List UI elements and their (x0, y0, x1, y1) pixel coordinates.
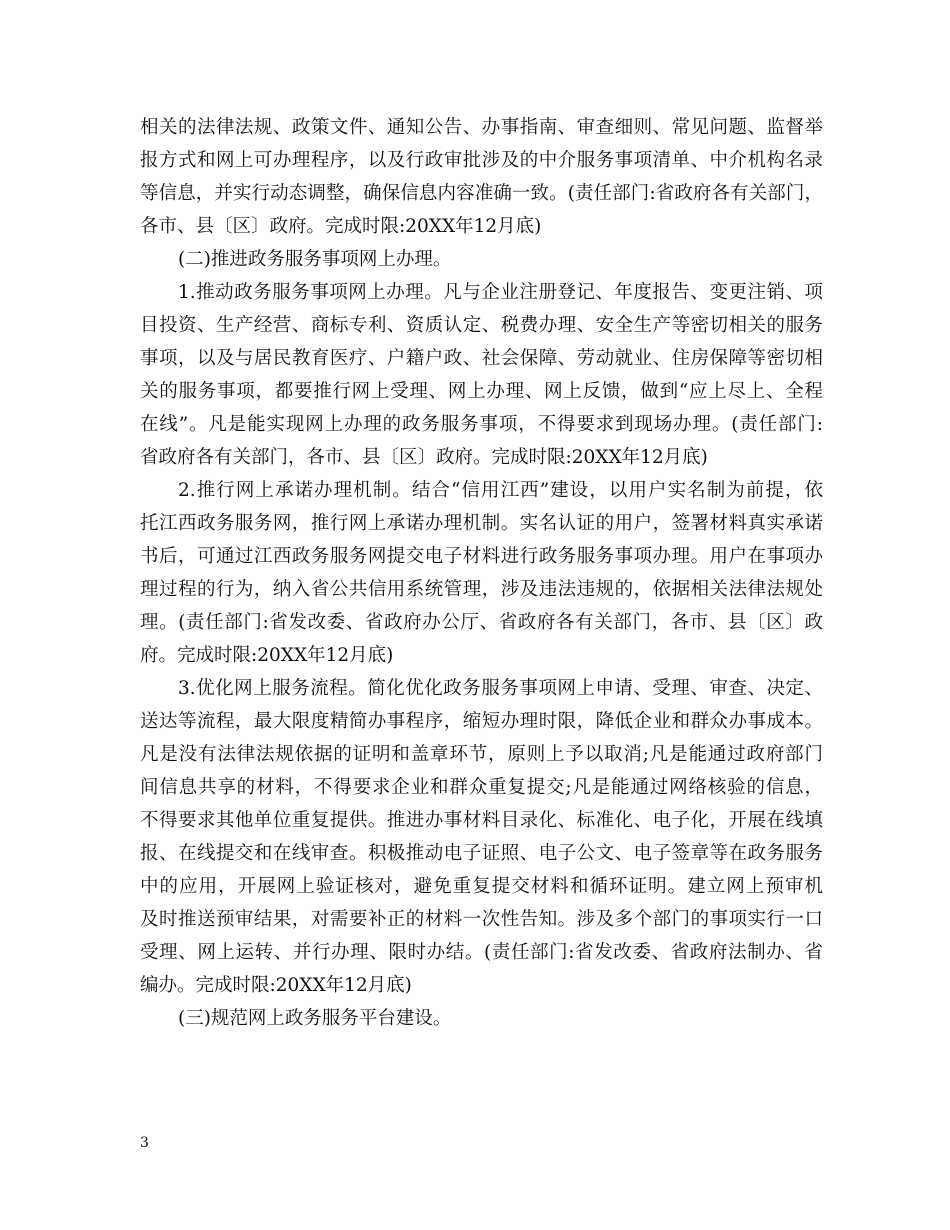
text-line: 凡是没有法律法规依据的证明和盖章环节，原则上予以取消;凡是能通过政府部门 (140, 744, 823, 765)
section-heading: (三)规范网上政务服务平台建设。 (178, 1008, 452, 1029)
text-line: 理。(责任部门:省发改委、省政府办公厅、省政府各有关部门，各市、县〔区〕政 (140, 612, 823, 633)
text-line: 送达等流程，最大限度精简办事程序，缩短办理时限，降低企业和群众办事成本。 (140, 711, 823, 732)
text-line: 府。完成时限:20XX年12月底) (140, 645, 394, 666)
text-line: 事项，以及与居民教育医疗、户籍户政、社会保障、劳动就业、住房保障等密切相 (140, 348, 823, 369)
text-line: 受理、网上运转、并行办理、限时办结。(责任部门:省发改委、省政府法制办、省 (140, 942, 823, 963)
text-line: 中的应用，开展网上验证核对，避免重复提交材料和循环证明。建立网上预审机 (140, 876, 823, 897)
text-line: 报、在线提交和在线审查。积极推动电子证照、电子公文、电子签章等在政务服务 (140, 843, 823, 864)
text-line: 及时推送预审结果，对需要补正的材料一次性告知。涉及多个部门的事项实行一口 (140, 909, 823, 930)
text-line: 1.推动政务服务事项网上办理。凡与企业注册登记、年度报告、变更注销、项 (178, 282, 823, 303)
text-line: 等信息，并实行动态调整，确保信息内容准确一致。(责任部门:省政府各有关部门， (140, 183, 823, 204)
text-line: 理过程的行为，纳入省公共信用系统管理，涉及违法违规的，依据相关法律法规处 (140, 579, 823, 600)
text-line: 相关的法律法规、政策文件、通知公告、办事指南、审查细则、常见问题、监督举 (140, 117, 823, 138)
text-line: 书后，可通过江西政务服务网提交电子材料进行政务服务事项办理。用户在事项办 (140, 546, 823, 567)
text-line: 省政府各有关部门，各市、县〔区〕政府。完成时限:20XX年12月底) (140, 447, 708, 468)
section-heading: (二)推进政务服务事项网上办理。 (178, 249, 452, 270)
text-line: 间信息共享的材料，不得要求企业和群众重复提交;凡是能通过网络核验的信息， (140, 777, 823, 798)
text-line: 托江西政务服务网，推行网上承诺办理机制。实名认证的用户，签署材料真实承诺 (140, 513, 823, 534)
text-line: 不得要求其他单位重复提供。推进办事材料目录化、标准化、电子化，开展在线填 (140, 810, 823, 831)
text-line: 2.推行网上承诺办理机制。结合“信用江西”建设，以用户实名制为前提，依 (178, 480, 823, 501)
text-line: 3.优化网上服务流程。简化优化政务服务事项网上申请、受理、审查、决定、 (178, 678, 823, 699)
text-line: 报方式和网上可办理程序，以及行政审批涉及的中介服务事项清单、中介机构名录 (140, 150, 823, 171)
text-line: 在线”。凡是能实现网上办理的政务服务事项，不得要求到现场办理。(责任部门: (140, 414, 823, 435)
text-line: 关的服务事项，都要推行网上受理、网上办理、网上反馈，做到“应上尽上、全程 (140, 381, 823, 402)
text-line: 各市、县〔区〕政府。完成时限:20XX年12月底) (140, 216, 542, 237)
text-line: 编办。完成时限:20XX年12月底) (140, 975, 412, 996)
page-number: 3 (140, 1135, 149, 1151)
text-line: 目投资、生产经营、商标专利、资质认定、税费办理、安全生产等密切相关的服务 (140, 315, 823, 336)
body-text (140, 111, 823, 1035)
